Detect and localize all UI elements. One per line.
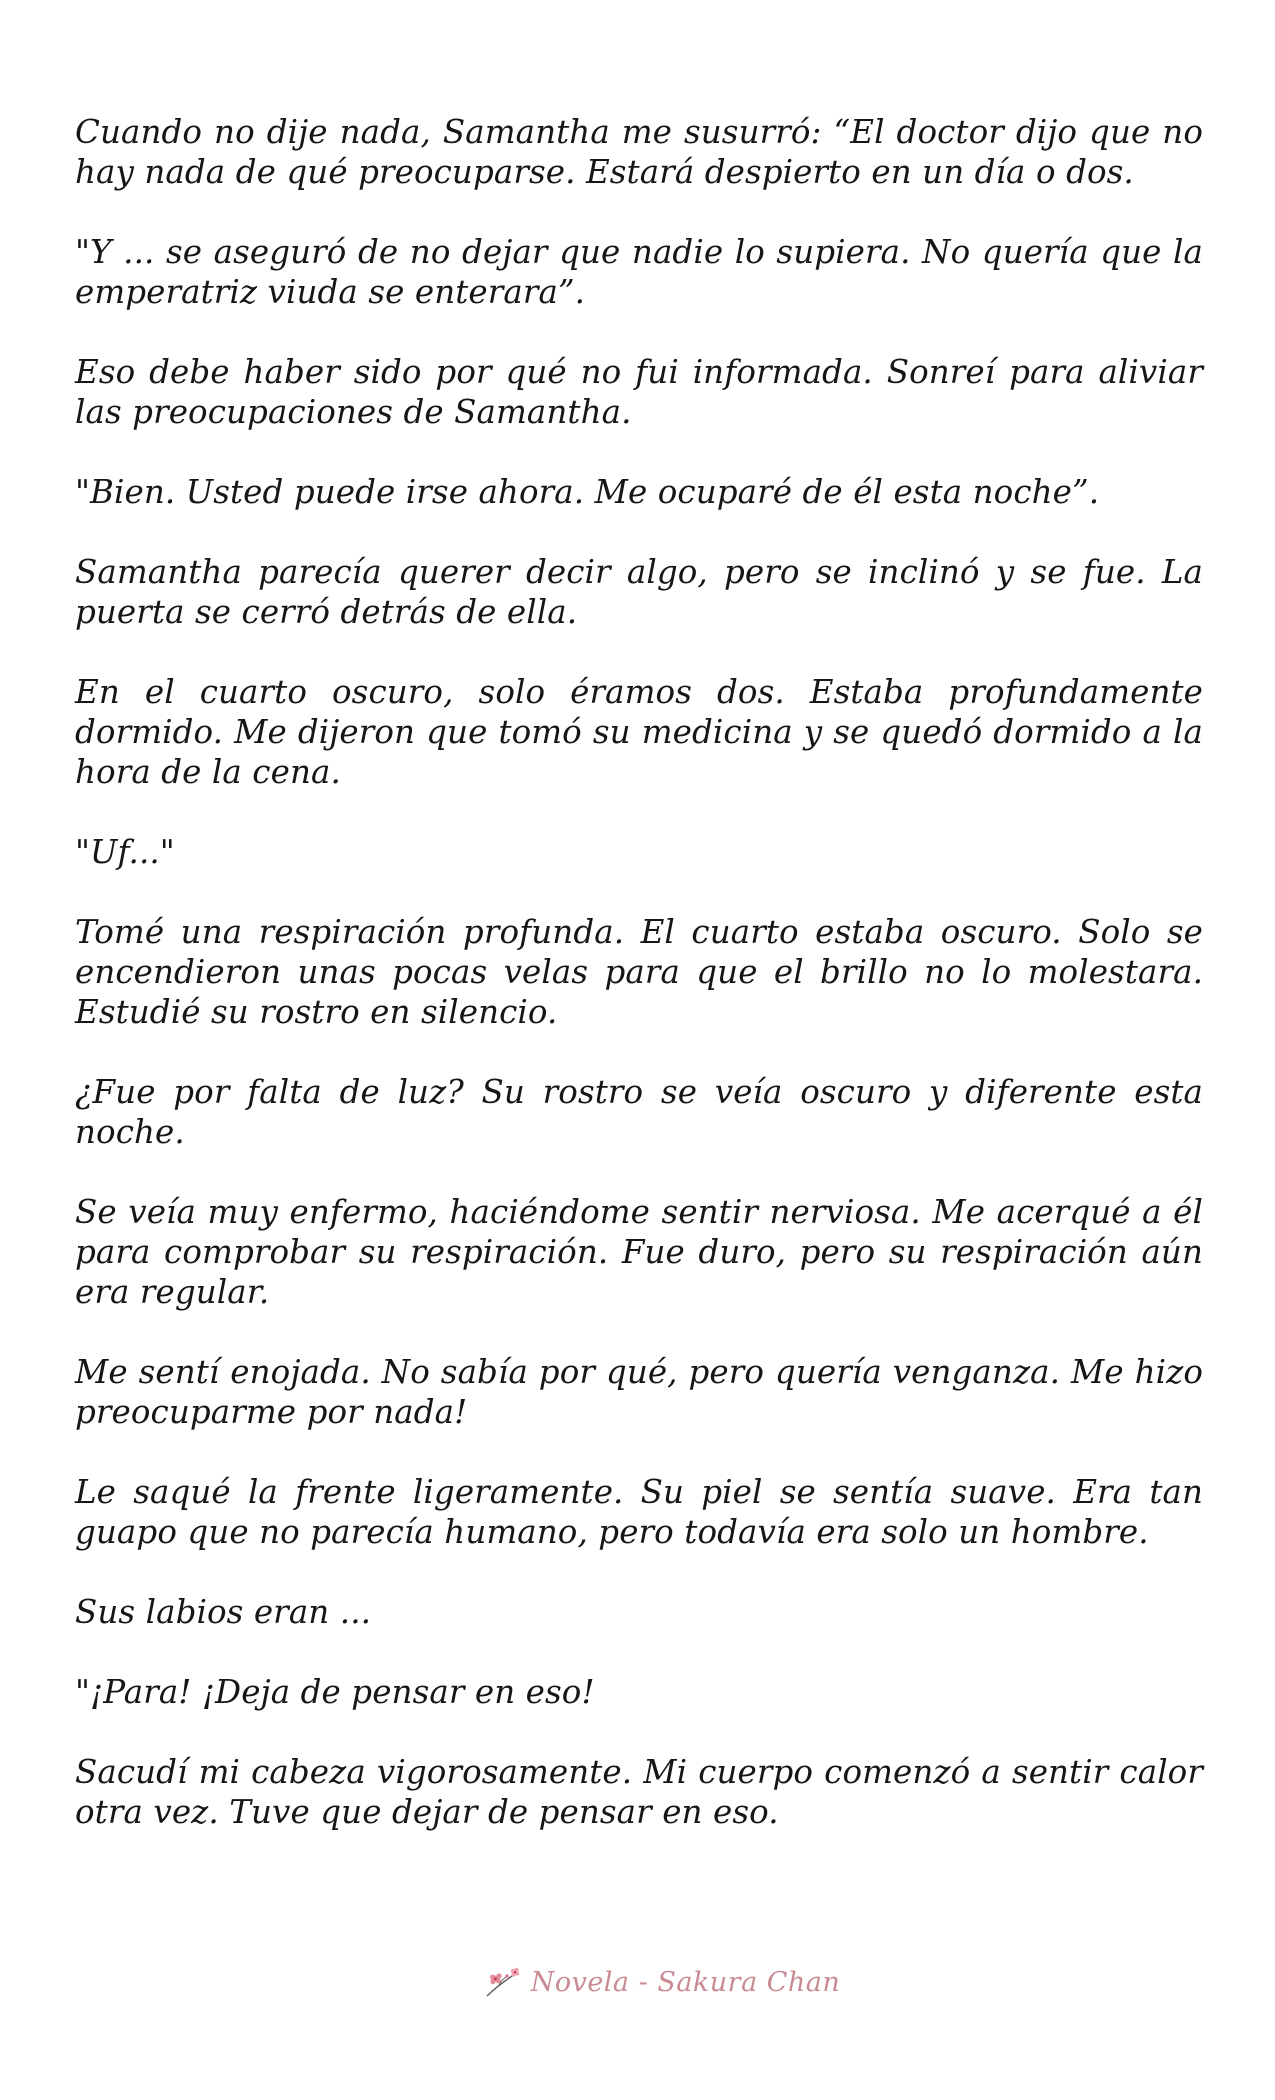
paragraph: ¿Fue por falta de luz? Su rostro se veía oscuro y diferente esta noche. [75, 1073, 1203, 1151]
paragraph: En el cuarto oscuro, solo éramos dos. Estaba profundamente dormido. Me dijeron que tomó su medicina y se quedó dormido a la hora de la cena. [75, 673, 1203, 791]
footer-brand-text: Novela - Sakura Chan [530, 1966, 841, 1998]
paragraph: Sus labios eran ... [75, 1593, 372, 1631]
paragraph: Me sentí enojada. No sabía por qué, pero quería venganza. Me hizo preocuparme por nada! [75, 1353, 1203, 1431]
paragraph: "¡Para! ¡Deja de pensar en eso! [75, 1673, 595, 1711]
sakura-blossom-icon [485, 1966, 525, 1998]
paragraph: "Uf..." [75, 833, 175, 871]
paragraph: Le saqué la frente ligeramente. Su piel se sentía suave. Era tan guapo que no parecía humano, pero todavía era solo un hombre. [75, 1473, 1203, 1551]
story-text [75, 112, 1203, 1872]
paragraph: Samantha parecía querer decir algo, pero se inclinó y se fue. La puerta se cerró detrás de ella. [75, 553, 1203, 631]
paragraph: Eso debe haber sido por qué no fui informada. Sonreí para aliviar las preocupaciones de Samantha. [75, 353, 1203, 431]
paragraph: Tomé una respiración profunda. El cuarto estaba oscuro. Solo se encendieron unas pocas velas para que el brillo no lo molestara. Estudié su rostro en silencio. [75, 913, 1203, 1031]
paragraph: "Y ... se aseguró de no dejar que nadie lo supiera. No quería que la emperatriz viuda se enterara”. [75, 233, 1203, 311]
paragraph: Se veía muy enfermo, haciéndome sentir nerviosa. Me acerqué a él para comprobar su respiración. Fue duro, pero su respiración aún era regular. [75, 1193, 1203, 1311]
paragraph: "Bien. Usted puede irse ahora. Me ocuparé de él esta noche”. [75, 473, 1100, 511]
footer-brand [485, 1966, 841, 1998]
paragraph: Cuando no dije nada, Samantha me susurró: “El doctor dijo que no hay nada de qué preocuparse. Estará despierto en un día o dos. [75, 113, 1203, 191]
paragraph: Sacudí mi cabeza vigorosamente. Mi cuerpo comenzó a sentir calor otra vez. Tuve que dejar de pensar en eso. [75, 1753, 1203, 1831]
footer-watermark [0, 1962, 1275, 2002]
